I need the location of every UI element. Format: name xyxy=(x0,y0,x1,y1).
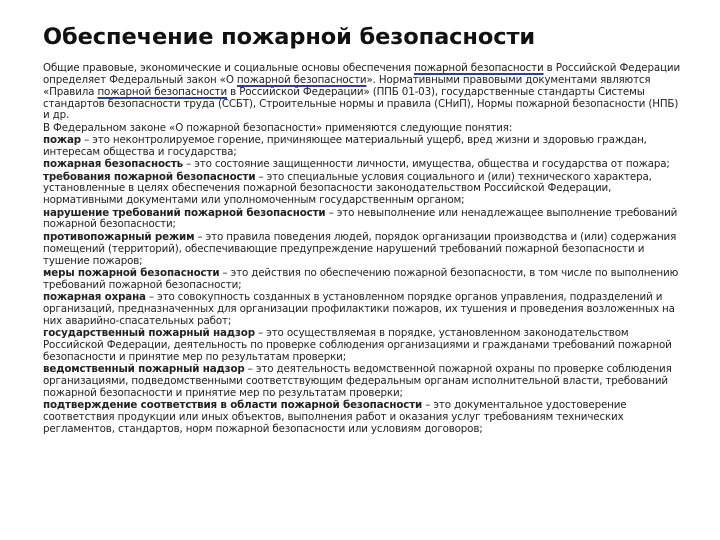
intro-text-1: Общие правовые, экономические и социальные основы обеспечения xyxy=(43,62,414,74)
definition-text: – это специальные условия социального и (или) технического характера, установленные в целях обеспечения пожарной безопасности законодательством Российской Федерации, нормативными документами или уполномоченным государственным органом; xyxy=(43,170,652,207)
definition-item xyxy=(43,159,683,171)
definition-item xyxy=(43,172,683,208)
definition-term: противопожарный режим xyxy=(43,230,195,243)
definition-term: пожарная безопасность xyxy=(43,158,184,171)
law-intro: В Федеральном законе «О пожарной безопасности» применяются следующие понятия: xyxy=(43,121,513,134)
slide-body xyxy=(43,63,683,436)
definition-text: – это правила поведения людей, порядок организации производства и (или) содержания помещений (территорий), обеспечивающие предупреждение нарушений требований пожарной безопасности и тушение пожаров; xyxy=(43,230,677,267)
definition-text: – это документальное удостоверение соответствия продукции или иных объектов, выполнения работ и оказания услуг требованиям технических регламентов, стандартов, норм пожарной безопасности или условиям договоров; xyxy=(43,399,627,435)
definition-item xyxy=(43,208,683,232)
definition-text: – это осуществляемая в порядке, установленном законодательством Российской Федерации, деятельность по проверке соблюдения организациями и гражданами требований пожарной безопасности и принятие мер по результатам проверки; xyxy=(43,327,672,363)
intro-paragraph xyxy=(43,63,683,122)
intro-text-2: в Российской Федерации определяет Федеральный закон «О xyxy=(43,62,680,86)
definition-term: меры пожарной безопасности xyxy=(43,266,220,279)
definition-term: нарушение требований пожарной безопасности xyxy=(43,206,326,219)
definition-item xyxy=(43,232,683,268)
definition-item xyxy=(43,364,683,400)
definition-item xyxy=(43,292,683,328)
definition-text: – это состояние защищенности личности, имущества, общества и государства от пожара; xyxy=(183,158,670,171)
definition-term: государственный пожарный надзор xyxy=(43,327,255,340)
intro-link-3[interactable]: пожарной безопасности xyxy=(97,85,228,98)
definition-text: – это невыполнение или ненадлежащее выполнение требований пожарной безопасности; xyxy=(43,206,678,231)
slide-title: Обеспечение пожарной безопасности xyxy=(43,24,536,50)
definition-item xyxy=(43,400,683,436)
intro-text-3: ». Нормативными правовыми документами являются «Правила xyxy=(43,73,651,98)
intro-text-4: в Российской Федерации» (ППБ 01-03), государственные стандарты Системы стандартов безопасности труда (ССБТ), Строительные нормы и правила (СНиП), Нормы пожарной безопасности (НПБ) и др. xyxy=(43,85,679,122)
definition-term: пожарная охрана xyxy=(43,291,146,304)
definition-term: ведомственный пожарный надзор xyxy=(43,363,245,376)
definition-term: пожар xyxy=(43,134,82,147)
intro-link-1[interactable]: пожарной безопасности xyxy=(414,62,544,74)
definition-item xyxy=(43,268,683,292)
definition-text: – это совокупность созданных в установленном порядке органов управления, подразделений и организаций, предназначенных для организации профилактики пожаров, их тушения и проведения возложенных на них аварийно-спасательных работ; xyxy=(43,291,675,327)
intro-link-2[interactable]: пожарной безопасности xyxy=(236,73,367,86)
definition-text: – это неконтролируемое горение, причиняющее материальный ущерб, вред жизни и здоровью граждан, интересам общества и государства; xyxy=(43,134,647,158)
definition-text: – это действия по обеспечению пожарной безопасности, в том числе по выполнению требований пожарной безопасности; xyxy=(43,266,679,291)
definition-text: – это деятельность ведомственной пожарной охраны по проверке соблюдения организациями, подведомственными соответствующим федеральным органам исполнительной власти, требований пожарной безопасности и принятие мер по результатам проверки; xyxy=(43,363,672,399)
definition-item xyxy=(43,328,683,364)
definition-term: подтверждение соответствия в области пожарной безопасности xyxy=(43,399,423,412)
definition-term: требования пожарной безопасности xyxy=(43,170,256,183)
definition-item xyxy=(43,135,683,159)
